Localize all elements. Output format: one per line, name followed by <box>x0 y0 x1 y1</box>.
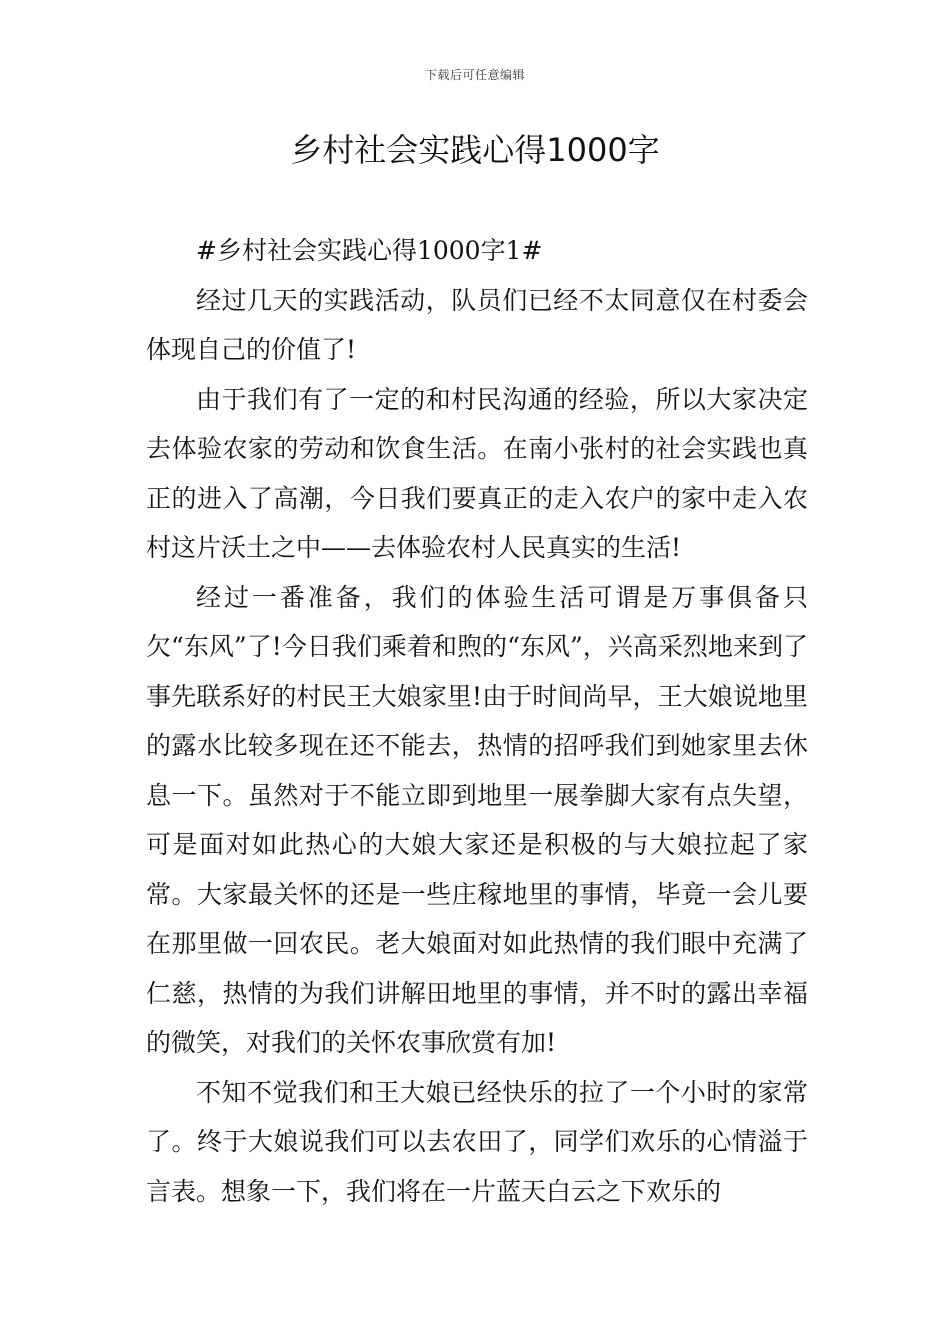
paragraph: 由于我们有了一定的和村民沟通的经验，所以大家决定去体验农家的劳动和饮食生活。在南小张村的社会实践也真正的进入了高潮，今日我们要真正的走入农户的家中走入农村这片沃土之中——去体验农村人民真实的生活! <box>146 384 808 562</box>
document-body <box>146 226 808 1216</box>
paragraph: 经过几天的实践活动，队员们已经不太同意仅在村委会体现自己的价值了! <box>146 285 808 364</box>
paragraph: 经过一番准备，我们的体验生活可谓是万事俱备只欠“东风”了!今日我们乘着和煦的“东风”，兴高采烈地来到了事先联系好的村民王大娘家里!由于时间尚早，王大娘说地里的露水比较多现在还不能去，热情的招呼我们到她家里去休息一下。虽然对于不能立即到地里一展拳脚大家有点失望，可是面对如此热心的大娘大家还是积极的与大娘拉起了家常。大家最关怀的还是一些庄稼地里的事情，毕竟一会儿要在那里做一回农民。老大娘面对如此热情的我们眼中充满了仁慈，热情的为我们讲解田地里的事情，并不时的露出幸福的微笑，对我们的关怀农事欣赏有加! <box>146 582 808 1057</box>
document-title: 乡村社会实践心得1000字 <box>290 131 660 169</box>
paragraph: 不知不觉我们和王大娘已经快乐的拉了一个小时的家常了。终于大娘说我们可以去农田了，同学们欢乐的心情溢于言表。想象一下，我们将在一片蓝天白云之下欢乐的 <box>146 1077 808 1206</box>
section-heading: #乡村社会实践心得1000字1# <box>196 236 543 265</box>
header-note: 下载后可任意编辑 <box>424 68 525 82</box>
